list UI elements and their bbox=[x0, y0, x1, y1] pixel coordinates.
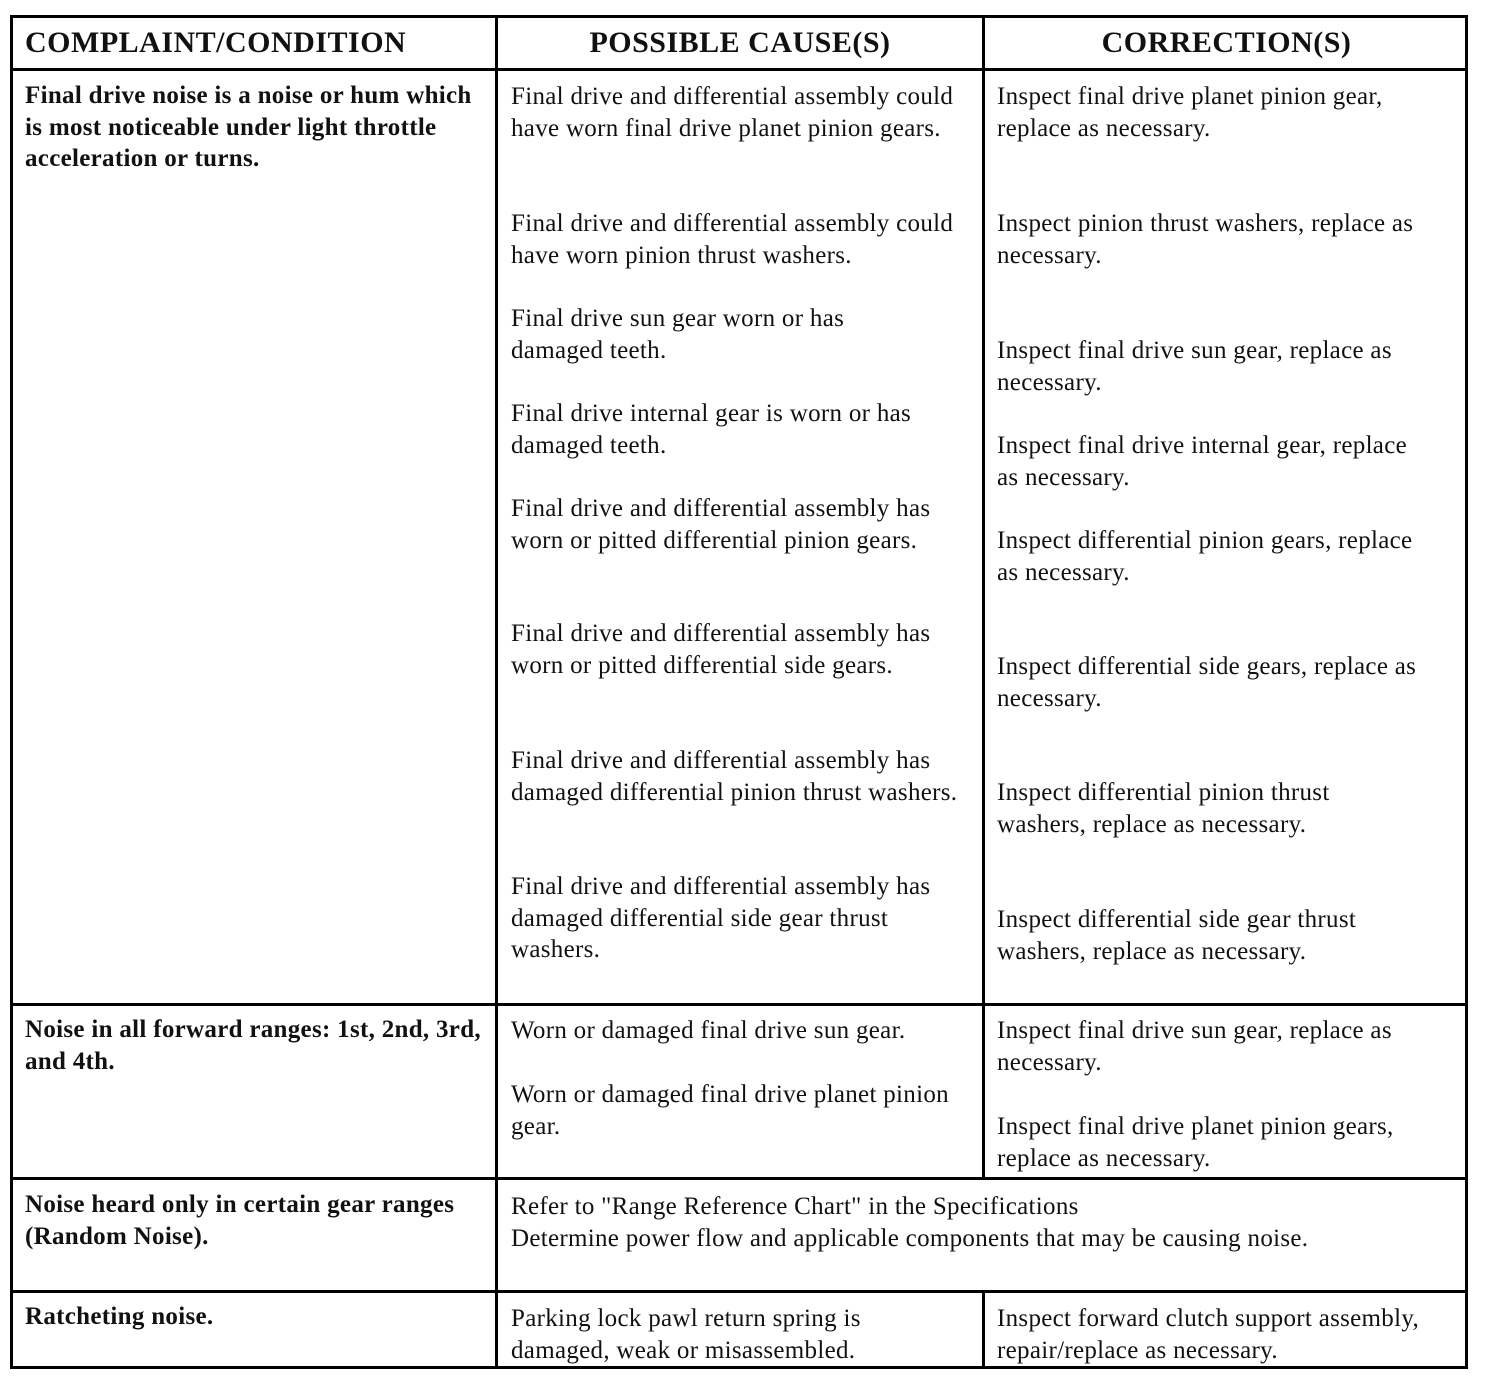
header-cause: POSSIBLE CAUSE(S) bbox=[589, 26, 891, 59]
row4-correction-1: Inspect forward clutch support assembly, repair/replace as necessary. bbox=[997, 1305, 1420, 1364]
row1-correction-4: Inspect final drive internal gear, replace as necessary. bbox=[997, 432, 1407, 491]
header-divider bbox=[13, 68, 1465, 71]
row3-merged-line1: Refer to "Range Reference Chart" in the Specifications bbox=[511, 1193, 1079, 1220]
row1-cause-2: Final drive and differential assembly could have worn pinion thrust washers. bbox=[511, 210, 954, 269]
diagnosis-table bbox=[10, 15, 1468, 1369]
row1-cause-1: Final drive and differential assembly could have worn final drive planet pinion gears. bbox=[511, 83, 954, 142]
header-condition: COMPLAINT/CONDITION bbox=[25, 26, 407, 59]
column-divider-2-upper bbox=[982, 18, 985, 1180]
column-divider-2-lower bbox=[982, 1290, 985, 1366]
row2-condition: Noise in all forward ranges: 1st, 2nd, 3rd, and 4th. bbox=[25, 1016, 481, 1075]
row1-correction-2: Inspect pinion thrust washers, replace as necessary. bbox=[997, 210, 1414, 269]
row1-correction-1: Inspect final drive planet pinion gear, replace as necessary. bbox=[997, 83, 1383, 142]
row1-correction-8: Inspect differential side gear thrust washers, replace as necessary. bbox=[997, 906, 1357, 965]
row1-cause-6: Final drive and differential assembly has worn or pitted differential side gears. bbox=[511, 620, 931, 679]
header-correction: CORRECTION(S) bbox=[1101, 26, 1352, 59]
row1-cause-4: Final drive internal gear is worn or has damaged teeth. bbox=[511, 400, 912, 459]
row3-merged-line2: Determine power flow and applicable components that may be causing noise. bbox=[511, 1225, 1309, 1252]
row1-cause-5: Final drive and differential assembly has worn or pitted differential pinion gears. bbox=[511, 495, 931, 554]
row4-cause-1: Parking lock pawl return spring is damaged, weak or misassembled. bbox=[511, 1305, 861, 1364]
row1-correction-7: Inspect differential pinion thrust washers, replace as necessary. bbox=[997, 779, 1330, 838]
row1-cause-7: Final drive and differential assembly has damaged differential pinion thrust washers. bbox=[511, 747, 958, 806]
row1-cause-3: Final drive sun gear worn or has damaged teeth. bbox=[511, 305, 845, 364]
row-divider-3 bbox=[13, 1290, 1465, 1293]
row2-correction-2: Inspect final drive planet pinion gears, replace as necessary. bbox=[997, 1113, 1394, 1172]
column-divider-1 bbox=[495, 18, 498, 1366]
row-divider-1 bbox=[13, 1003, 1465, 1006]
row2-cause-1: Worn or damaged final drive sun gear. bbox=[511, 1017, 906, 1044]
row1-correction-6: Inspect differential side gears, replace as necessary. bbox=[997, 653, 1417, 712]
row2-correction-1: Inspect final drive sun gear, replace as necessary. bbox=[997, 1017, 1392, 1076]
row1-correction-5: Inspect differential pinion gears, replace as necessary. bbox=[997, 527, 1413, 586]
row1-cause-8: Final drive and differential assembly has damaged differential side gear thrust washers. bbox=[511, 873, 931, 963]
row1-condition: Final drive noise is a noise or hum which is most noticeable under light throttle acceleration or turns. bbox=[25, 82, 472, 172]
row1-correction-3: Inspect final drive sun gear, replace as necessary. bbox=[997, 337, 1392, 396]
row4-condition: Ratcheting noise. bbox=[25, 1303, 214, 1330]
row-divider-2 bbox=[13, 1177, 1465, 1180]
row3-condition: Noise heard only in certain gear ranges (Random Noise). bbox=[25, 1191, 455, 1250]
row2-cause-2: Worn or damaged final drive planet pinion gear. bbox=[511, 1081, 949, 1140]
